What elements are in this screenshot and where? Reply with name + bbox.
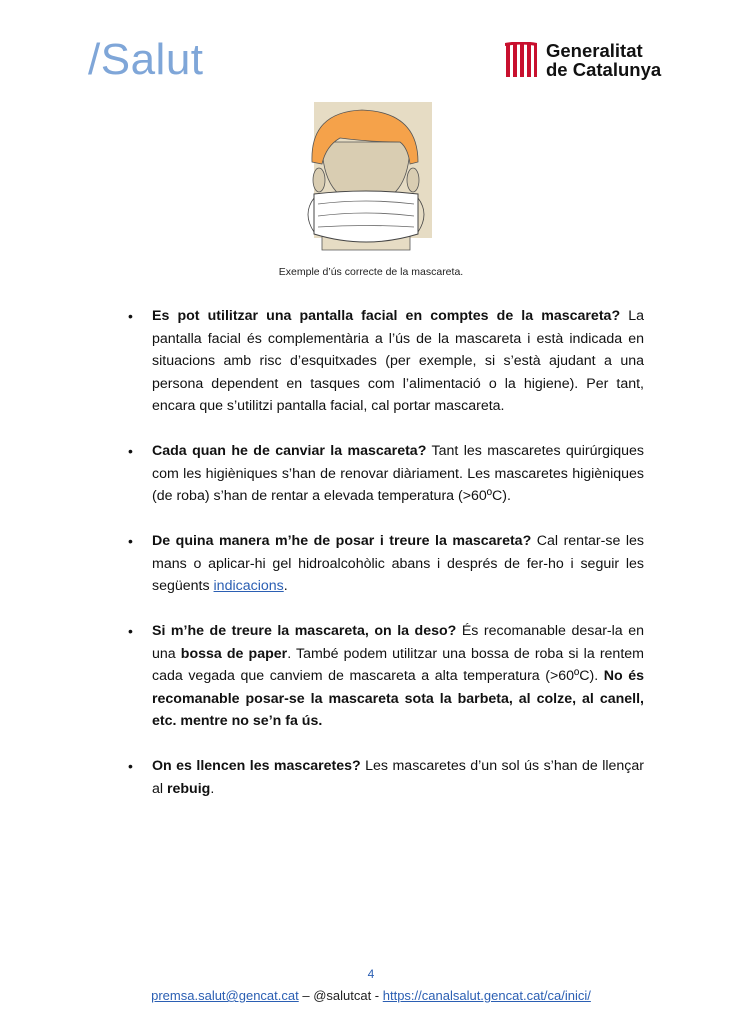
faq-list [126, 305, 644, 823]
faq-item [126, 530, 644, 598]
faq-question: De quina manera m’he de posar i treure la mascareta? [152, 533, 532, 549]
faq-item [126, 755, 644, 800]
faq-answer: És recomanable desar-la en una [152, 623, 644, 662]
illustration-caption: Exemple d’ús correcte de la mascareta. [278, 266, 464, 278]
indicacions-link[interactable]: indicacions [213, 578, 284, 594]
generalitat-logo [504, 40, 661, 80]
faq-item [126, 305, 644, 418]
faq-question: On es llencen les mascaretes? [152, 758, 361, 774]
faq-answer: Tant les mascaretes quirúrgiques com les higièniques s’han de renovar diàriament. Les mascaretes higièniques (de roba) s’han de rentar a elevada temperatura (>60ºC). [152, 443, 644, 504]
faq-item [126, 440, 644, 508]
senyera-emblem-icon [504, 42, 538, 78]
faq-item [126, 620, 644, 733]
bullet-icon: • [128, 308, 133, 324]
faq-emphasis: bossa de paper [180, 645, 288, 662]
faq-answer: La pantalla facial és complementària a l’ús de la mascareta i està indicada en situacions amb risc d’esquitxades (per exemple, si s’està ajudant a una persona dependent en tasques com l’alimentació o la higiene). Per tant, encara que s’utilitzi pantalla facial, cal portar mascareta. [152, 308, 644, 414]
footer-separator: – @salutcat - [298, 988, 383, 1003]
bullet-icon: • [128, 758, 133, 774]
faq-warning: No és recomanable posar-se la mascareta sota la barbeta, al colze, al canell, etc. mentre no se’n fa ús. [152, 668, 645, 729]
website-link[interactable]: https://canalsalut.gencat.cat/ca/inici/ [382, 988, 591, 1003]
page-number: 4 [367, 967, 375, 981]
bullet-icon: • [128, 533, 133, 549]
faq-question: Es pot utilitzar una pantalla facial en comptes de la mascareta? [152, 308, 621, 324]
faq-emphasis: rebuig [166, 780, 211, 797]
footer [0, 988, 742, 1003]
person-wearing-mask-icon [300, 102, 434, 260]
email-link[interactable]: premsa.salut@gencat.cat [151, 988, 299, 1003]
faq-answer-end: . [283, 578, 288, 594]
faq-question: Si m’he de treure la mascareta, on la deso? [152, 623, 457, 639]
generalitat-line1: Generalitat [546, 40, 643, 61]
mask-illustration [300, 102, 434, 265]
bullet-icon: • [128, 623, 133, 639]
faq-answer: Cal rentar-se les mans o aplicar-hi gel hidroalcohòlic abans i després de fer-ho i seguir les següents [152, 533, 644, 594]
faq-question: Cada quan he de canviar la mascareta? [152, 443, 427, 459]
faq-answer-cont: . També podem utilitzar una bossa de roba si la rentem cada vegada que canviem de mascareta a alta temperatura (>60ºC). [152, 645, 644, 684]
salut-logo: /Salut [88, 35, 204, 84]
generalitat-line2: de Catalunya [546, 59, 662, 80]
faq-answer-end: . [210, 780, 215, 797]
faq-answer: Les mascaretes d’un sol ús s’han de llençar al [152, 758, 644, 797]
bullet-icon: • [128, 443, 133, 459]
